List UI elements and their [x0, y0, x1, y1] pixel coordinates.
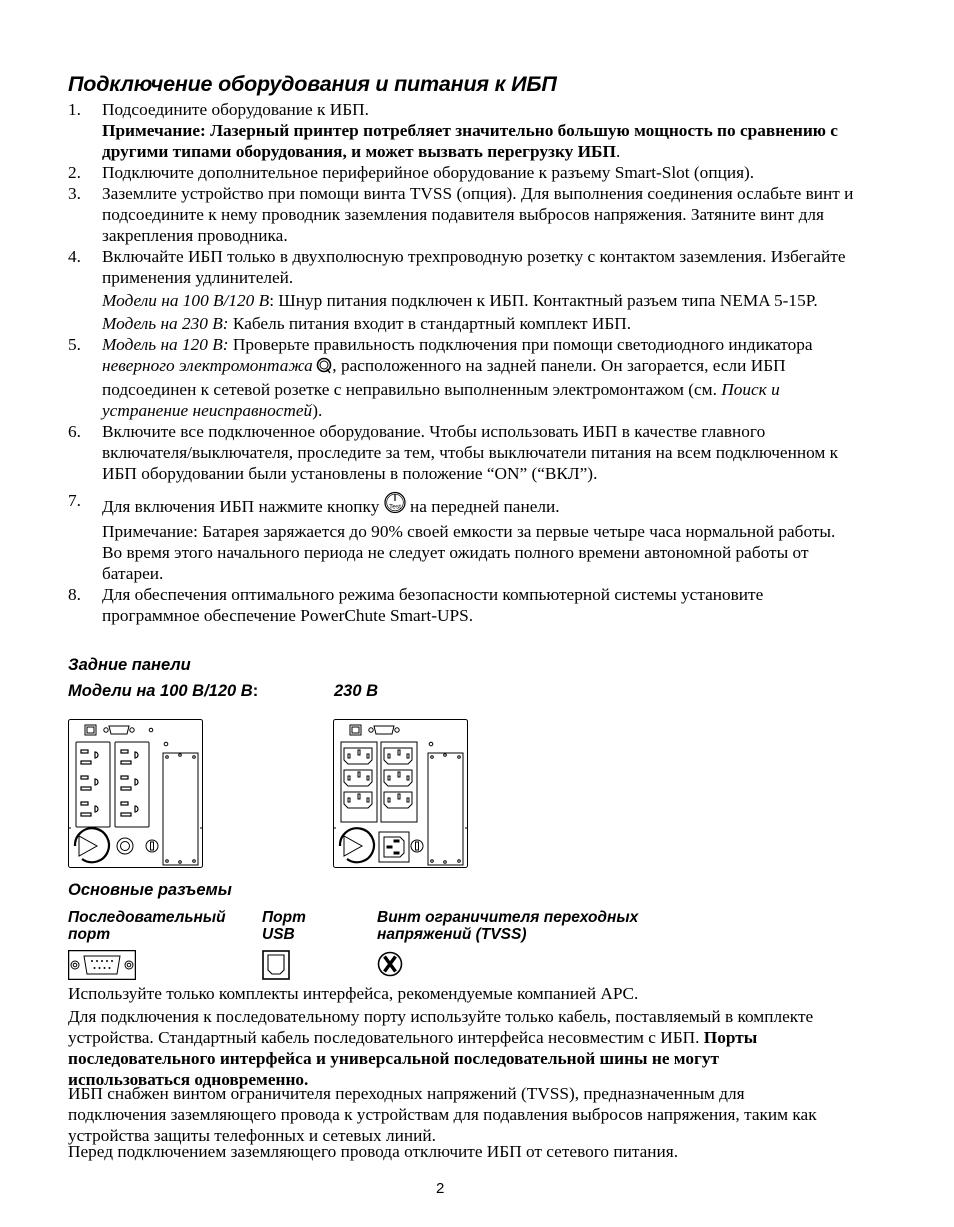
step-1 — [68, 99, 858, 162]
svg-text:Test: Test — [388, 503, 401, 511]
step-number: 4. — [68, 247, 81, 266]
power-on-test-button-icon — [384, 490, 406, 519]
step-5 — [68, 334, 858, 421]
tvss-label: Винт ограничителя переходных напряжений (TVSS) — [377, 909, 639, 943]
step-number: 2. — [68, 163, 81, 182]
step-number: 7. — [68, 491, 81, 510]
model-230v-label: 230 В — [334, 682, 379, 700]
steps-list — [68, 99, 858, 626]
step-8 — [68, 584, 858, 626]
step-sub-230v: Модель на 230 В: Кабель питания входит в стандартный комплект ИБП. — [102, 314, 632, 333]
step-note: Примечание: Лазерный принтер потребляет значительно большую мощность по сравнению с другими типами оборудования, и может вызвать перегрузку ИБП. — [102, 121, 838, 161]
step-text: Подсоедините оборудование к ИБП. — [102, 100, 369, 119]
step-7 — [68, 490, 858, 584]
step-number: 1. — [68, 100, 81, 119]
usb-port-icon — [262, 950, 290, 985]
paragraph-serial-cable: Для подключения к последовательному порту используйте только кабель, поставляемый в комплекте устройства. Стандартный кабель последовательного интерфейса несовместим с ИБП. Порты последовательного интерфейса и универсальной последовательной шины не могут использоваться одновременно. — [68, 1007, 814, 1089]
step-6 — [68, 421, 858, 484]
paragraph-interface-kits: Используйте только комплекты интерфейса, рекомендуемые компанией APC. — [68, 984, 639, 1003]
step-text: Модель на 120 В: Проверьте правильность подключения при помощи светодиодного индикатора неверного электромонтажа , расположенного на задней панели. Он загорается, если ИБП подсоединен к сетевой розетке с неправильно выполненным электромонтажом (см. Поиск и устранение неисправностей). — [102, 335, 813, 420]
rear-panel-230v-drawing — [332, 718, 470, 875]
step-note: Примечание: Батарея заряжается до 90% своей емкости за первые четыре часа нормальной работы. Во время этого начального периода не следует ожидать полного времени автономной работы от батареи. — [102, 522, 836, 583]
model-120v-label: Модели на 100 В/120 В: — [68, 682, 259, 700]
step-note-bold: Примечание: Лазерный принтер потребляет значительно большую мощность по сравнению с другими типами оборудования, и может вызвать перегрузку ИБП — [102, 121, 838, 161]
step-text: Для включения ИБП нажмите кнопку Test на передней панели. — [102, 490, 858, 519]
connectors-heading: Основные разъемы — [68, 881, 232, 899]
usb-port-label: Порт USB — [262, 909, 306, 943]
step-number: 3. — [68, 184, 81, 203]
tvss-screw-icon — [377, 950, 403, 983]
serial-port-icon — [68, 950, 136, 985]
page-title: Подключение оборудования и питания к ИБП — [68, 72, 557, 96]
step-3 — [68, 183, 858, 246]
step-sub-120v: Модели на 100 В/120 В: Шнур питания подключен к ИБП. Контактный разъем типа NEMA 5-15P. — [102, 291, 818, 310]
rear-panels-heading: Задние панели — [68, 656, 191, 674]
step-text: Заземлите устройство при помощи винта TVSS (опция). Для выполнения соединения ослабьте винт и подсоедините к нему проводник заземления подавителя выбросов напряжения. Затяните винт для закрепления проводника. — [102, 184, 854, 245]
connectors-row — [68, 909, 768, 981]
step-number: 5. — [68, 335, 81, 354]
step-text: Включайте ИБП только в двухполюсную трехпроводную розетку с контактом заземления. Избегайте применения удлинителей. — [102, 247, 846, 287]
step-number: 6. — [68, 422, 81, 441]
site-wiring-fault-led-icon — [316, 357, 332, 379]
page-number: 2 — [436, 1180, 445, 1197]
step-number: 8. — [68, 585, 81, 604]
step-text: Включите все подключенное оборудование. Чтобы использовать ИБП в качестве главного включателя/выключателя, проследите за тем, чтобы выключатели питания на всем подключенном к ИБП оборудовании были установлены в положение “ON” (“ВКЛ”). — [102, 422, 839, 483]
rear-panel-120v-drawing — [67, 718, 205, 875]
paragraph-disconnect: Перед подключением заземляющего провода отключите ИБП от сетевого питания. — [68, 1142, 679, 1161]
paragraph-tvss: ИБП снабжен винтом ограничителя переходных напряжений (TVSS), предназначенным для подключения заземляющего провода к устройствам для подавления выбросов напряжения, таким как устройства защиты телефонных и сетевых линий. — [68, 1084, 817, 1145]
step-text: Подключите дополнительное периферийное оборудование к разъему Smart-Slot (опция). — [102, 163, 755, 182]
serial-port-label: Последовательный порт — [68, 909, 226, 943]
step-text: Для обеспечения оптимального режима безопасности компьютерной системы установите программное обеспечение PowerChute Smart-UPS. — [102, 585, 764, 625]
step-4 — [68, 246, 858, 334]
step-2 — [68, 162, 858, 183]
